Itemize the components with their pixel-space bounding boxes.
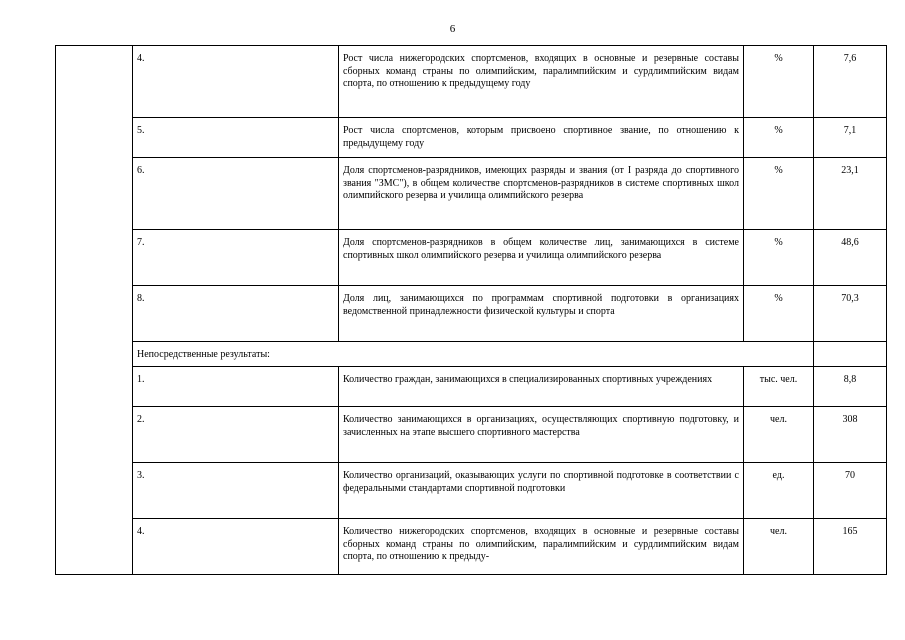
unit-cell: %	[744, 230, 814, 286]
page-number: 6	[449, 23, 456, 35]
table-row	[56, 367, 887, 407]
unit-cell: %	[744, 118, 814, 158]
value-cell: 23,1	[814, 158, 887, 230]
table-row	[56, 118, 887, 158]
table-row	[56, 463, 887, 519]
row-number: 2.	[133, 407, 339, 463]
indicators-table	[55, 45, 887, 575]
table-row	[56, 407, 887, 463]
indicator-text: Количество граждан, занимающихся в специализированных спортивных учреждениях	[339, 367, 744, 407]
indicator-text: Рост числа спортсменов, которым присвоено спортивное звание, по отношению к предыдущему году	[339, 118, 744, 158]
value-cell: 308	[814, 407, 887, 463]
row-number: 4.	[133, 46, 339, 118]
unit-cell: чел.	[744, 407, 814, 463]
indicator-text: Доля спортсменов-разрядников, имеющих разряды и звания (от I разряда до спортивного звания "ЗМС"), в общем количестве спортсменов-разрядников в системе спортивных школ олимпийского резерва и училища олимпийского резерва	[339, 158, 744, 230]
unit-cell: ед.	[744, 463, 814, 519]
value-cell: 70	[814, 463, 887, 519]
indicator-text: Доля лиц, занимающихся по программам спортивной подготовки в организациях ведомственной принадлежности физической культуры и спорта	[339, 286, 744, 342]
table-row	[56, 230, 887, 286]
empty-first-column	[56, 46, 133, 575]
indicator-text: Рост числа нижегородских спортсменов, входящих в основные и резервные составы сборных команд страны по олимпийским, паралимпийским и сурдлимпийским видам спорта, по отношению к предыдущему году	[339, 46, 744, 118]
indicator-text: Доля спортсменов-разрядников в общем количестве лиц, занимающихся в системе спортивных школ олимпийского резерва и училища олимпийского резерва	[339, 230, 744, 286]
row-number: 8.	[133, 286, 339, 342]
empty-cell	[814, 342, 887, 367]
table-row	[56, 519, 887, 575]
value-cell: 7,1	[814, 118, 887, 158]
value-cell: 48,6	[814, 230, 887, 286]
unit-cell: %	[744, 286, 814, 342]
unit-cell: чел.	[744, 519, 814, 575]
value-cell: 70,3	[814, 286, 887, 342]
indicator-text: Количество занимающихся в организациях, осуществляющих спортивную подготовку, и зачисленных на этапе высшего спортивного мастерства	[339, 407, 744, 463]
unit-cell: тыс. чел.	[744, 367, 814, 407]
table-row	[56, 158, 887, 230]
value-cell: 7,6	[814, 46, 887, 118]
row-number: 7.	[133, 230, 339, 286]
table-row	[56, 46, 887, 118]
indicator-text: Количество организаций, оказывающих услуги по спортивной подготовке в соответствии с федеральными стандартами спортивной подготовки	[339, 463, 744, 519]
row-number: 5.	[133, 118, 339, 158]
row-number: 3.	[133, 463, 339, 519]
table-row	[56, 286, 887, 342]
value-cell: 165	[814, 519, 887, 575]
section-heading: Непосредственные результаты:	[133, 342, 814, 367]
row-number: 4.	[133, 519, 339, 575]
value-cell: 8,8	[814, 367, 887, 407]
row-number: 1.	[133, 367, 339, 407]
unit-cell: %	[744, 46, 814, 118]
indicator-text: Количество нижегородских спортсменов, входящих в основные и резервные составы сборных команд страны по олимпийским, паралимпийским и сурдлимпийским видам спорта, по отношению к предыду-	[339, 519, 744, 575]
row-number: 6.	[133, 158, 339, 230]
unit-cell: %	[744, 158, 814, 230]
section-heading-row	[56, 342, 887, 367]
